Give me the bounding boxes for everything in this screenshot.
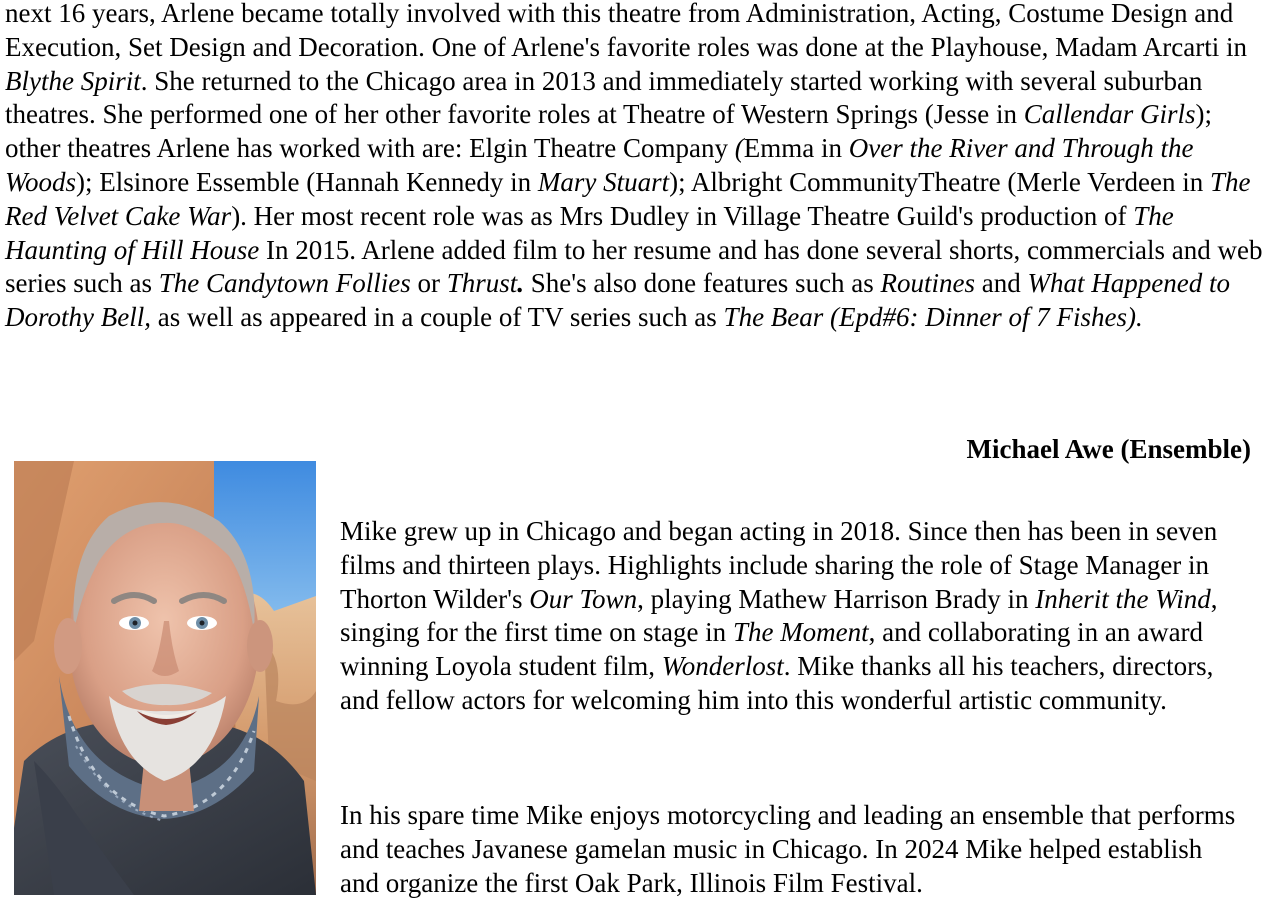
- play-title: Mary Stuart: [537, 166, 670, 197]
- film-title: Wonderlost: [661, 651, 784, 682]
- film-title: The Candytown Follies: [158, 268, 411, 299]
- play-title: Our Town: [529, 583, 638, 614]
- bio-text: , singing for the first time on stage in: [340, 583, 1218, 648]
- bio-text: as well as appeared in a couple of TV series such as: [150, 302, 724, 333]
- bio-text: ). Her most recent role was as Mrs Dudley in Village Theatre Guild's production of: [231, 200, 1134, 231]
- play-title: Callendar Girls: [1023, 99, 1196, 130]
- play-title: Inherit the Wind: [1035, 583, 1211, 614]
- bio-text: In 2015. Arlene added film to her resume and has done several shorts, commercials and web series such as: [5, 234, 1263, 299]
- bio-text: next 16 years, Arlene became totally involved with this theatre from Administration, Acting, Costume Design and Execution, Set Design and Decoration. One of Arlene's favorite roles was done at the Playhouse, Madam Arcarti in: [5, 0, 1248, 62]
- bio-text: ); other theatres Arlene has worked with are: Elgin Theatre Company: [5, 99, 1213, 164]
- bio-text: ); Elsinore Essemble (Hannah Kennedy in: [76, 166, 538, 197]
- bio-text: , and collaborating in an award winning Loyola student film,: [340, 617, 1204, 682]
- play-title: Blythe Spirit: [5, 65, 141, 96]
- bio-period: .: [517, 268, 525, 299]
- play-title: The Red Velvet Cake War: [5, 166, 1251, 231]
- bio-text: ); Albright CommunityTheatre (Merle Verdeen in: [669, 166, 1211, 197]
- bio-paren: (: [734, 133, 744, 164]
- bio-text: and: [975, 268, 1028, 299]
- film-title: Thrust: [446, 268, 518, 299]
- bio-text: , playing Mathew Harrison Brady in: [637, 583, 1036, 614]
- bio-text: She's also done features such as: [524, 268, 881, 299]
- tv-title: The Bear (Epd#6: Dinner of 7 Fishes).: [723, 302, 1143, 333]
- bio-text: Emma in: [743, 133, 849, 164]
- portrait-photo-icon: [14, 461, 316, 895]
- michael-awe-heading: Michael Awe (Ensemble): [966, 434, 1251, 464]
- michael-bio-paragraph-1: [340, 515, 1245, 718]
- film-title: What Happened to Dorothy Bell,: [5, 268, 1230, 333]
- film-title: Routines: [880, 268, 976, 299]
- bio-text: or: [410, 268, 447, 299]
- play-title: The Haunting of Hill House: [5, 200, 1174, 265]
- play-title: The Moment: [732, 617, 869, 648]
- bio-text: . She returned to the Chicago area in 2013 and immediately started working with several suburban theatres. She performed one of her other favorite roles at Theatre of Western Springs (Jesse in: [5, 65, 1203, 130]
- michael-bio-paragraph-2: In his spare time Mike enjoys motorcycling and leading an ensemble that performs and teaches Javanese gamelan music in Chicago. In 2024 Mike helped establish and organize the first Oak Park, Illinois Film Festival.: [340, 800, 1236, 898]
- bio-text: . Mike thanks all his teachers, directors, and fellow actors for welcoming him into this wonderful artistic community.: [340, 651, 1214, 715]
- play-title: Over the River and Through the Woods: [5, 133, 1194, 197]
- arlene-bio-paragraph: [5, 0, 1267, 335]
- bio-text: Mike grew up in Chicago and began acting in 2018. Since then has been in seven films and thirteen plays. Highlights include sharing the role of Stage Manager in Thorton Wilder's: [340, 516, 1218, 614]
